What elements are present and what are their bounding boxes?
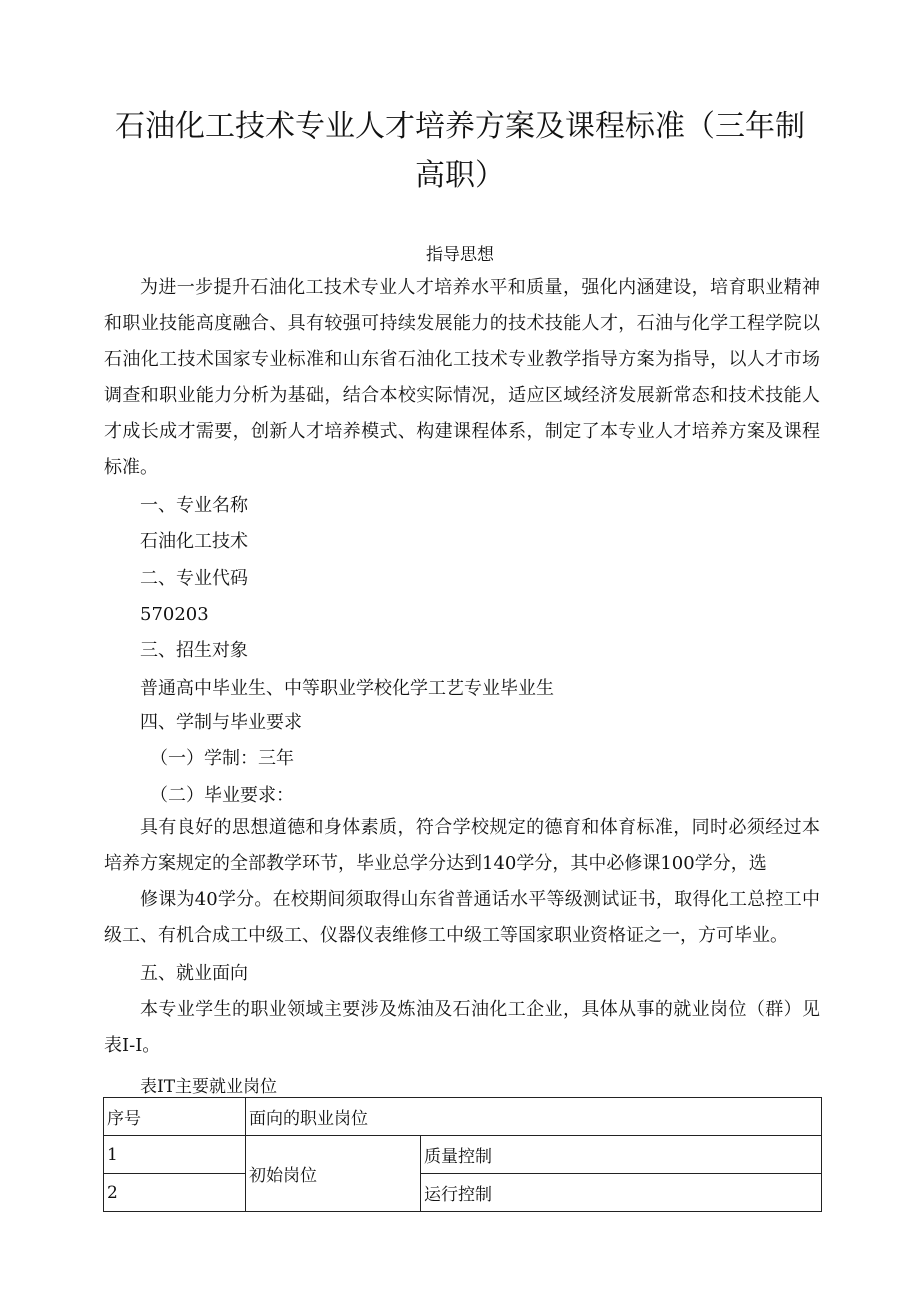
duration-heading: 四、学制与毕业要求 — [140, 712, 302, 733]
table-caption: 表IT主要就业岗位 — [140, 1077, 278, 1097]
row-category: 初始岗位 — [246, 1136, 421, 1212]
guiding-heading: 指导思想 — [426, 245, 494, 265]
row-post: 运行控制 — [421, 1174, 822, 1212]
major-name-value: 石油化工技术 — [140, 531, 248, 552]
employment-paragraph-text: 本专业学生的职业领域主要涉及炼油及石油化工企业，具体从事的就业岗位（群）见表I-I。 — [104, 999, 820, 1056]
employment-table — [103, 1097, 822, 1212]
graduation-item: （二）毕业要求： — [150, 785, 294, 806]
graduation-paragraph-2-text: 修课为40学分。在校期间须取得山东省普通话水平等级测试证书，取得化工总控工中级工、有机合成工中级工、仪器仪表维修工中级工等国家职业资格证之一，方可毕业。 — [104, 889, 820, 946]
major-code-value: 570203 — [140, 604, 209, 625]
table-row — [104, 1174, 822, 1212]
table-row — [104, 1136, 822, 1174]
major-code-heading: 二、专业代码 — [140, 568, 248, 589]
row-index: 1 — [104, 1136, 246, 1174]
row-post: 质量控制 — [421, 1136, 822, 1174]
document-title-line2: 高职） — [415, 158, 505, 193]
header-index: 序号 — [104, 1098, 246, 1136]
row-index: 2 — [104, 1174, 246, 1212]
graduation-paragraph-2 — [104, 882, 820, 954]
duration-item: （一）学制：三年 — [150, 748, 294, 769]
employment-paragraph — [104, 992, 820, 1064]
header-positions: 面向的职业岗位 — [246, 1098, 822, 1136]
enrollment-value: 普通高中毕业生、中等职业学校化学工艺专业毕业生 — [140, 678, 554, 699]
graduation-paragraph-1-text: 具有良好的思想道德和身体素质，符合学校规定的德育和体育标准，同时必须经过本培养方案规定的全部教学环节，毕业总学分达到140学分，其中必修课100学分，选 — [104, 817, 820, 874]
table-header-row — [104, 1098, 822, 1136]
major-name-heading: 一、专业名称 — [140, 495, 248, 516]
graduation-paragraph-1 — [104, 810, 820, 882]
employment-heading: 五、就业面向 — [140, 963, 248, 984]
guiding-paragraph-text: 为进一步提升石油化工技术专业人才培养水平和质量，强化内涵建设，培育职业精神和职业技能高度融合、具有较强可持续发展能力的技术技能人才，石油与化学工程学院以石油化工技术国家专业标准和山东省石油化工技术专业教学指导方案为指导，以人才市场调查和职业能力分析为基础，结合本校实际情况，适应区域经济发展新常态和技术技能人才成长成才需要，创新人才培养模式、构建课程体系，制定了本专业人才培养方案及课程标准。 — [104, 277, 820, 478]
guiding-paragraph — [104, 270, 820, 486]
document-title-line1: 石油化工技术专业人才培养方案及课程标准（三年制 — [115, 109, 805, 144]
enrollment-heading: 三、招生对象 — [140, 640, 248, 661]
